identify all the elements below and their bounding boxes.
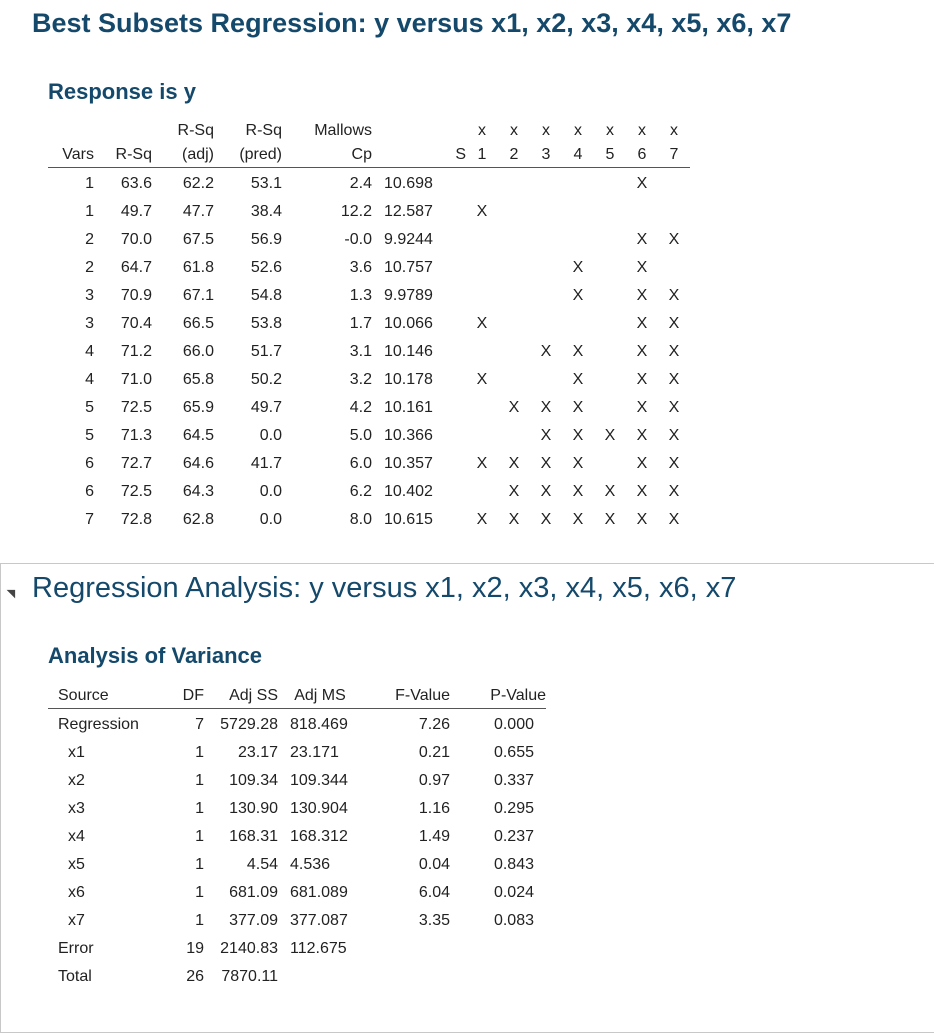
table-cell: X	[636, 287, 648, 304]
table-cell	[594, 168, 626, 199]
anova-cell: x4	[68, 828, 85, 845]
anova-cell: x7	[68, 912, 85, 929]
table-cell: X	[572, 427, 584, 444]
header-cell: Mallows	[314, 122, 372, 139]
table-row	[48, 394, 690, 422]
table-cell: 70.4	[120, 315, 152, 332]
table-cell: X	[604, 511, 616, 528]
header-cell: 7	[658, 143, 690, 168]
anova-cell: 130.90	[229, 800, 278, 817]
table-cell: 52.6	[250, 259, 282, 276]
anova-table	[48, 684, 546, 991]
table-cell: 7	[85, 511, 94, 528]
table-cell	[562, 226, 594, 254]
table-cell: 53.8	[250, 315, 282, 332]
table-cell: 9.9244	[384, 231, 433, 248]
anova-row	[48, 963, 546, 991]
table-cell	[498, 168, 530, 199]
table-cell: X	[668, 399, 680, 416]
table-cell: 64.3	[182, 483, 214, 500]
anova-header-row	[48, 684, 546, 709]
header-cell: 1	[466, 143, 498, 168]
table-cell: 47.7	[182, 203, 214, 220]
header-cell: R-Sq	[245, 122, 282, 139]
table-cell: 61.8	[182, 259, 214, 276]
table-row	[48, 282, 690, 310]
table-cell: 67.1	[182, 287, 214, 304]
table-cell: 0.0	[259, 427, 282, 444]
anova-cell: Error	[58, 940, 94, 957]
table-cell: 62.8	[182, 511, 214, 528]
table-cell: 2.4	[349, 175, 372, 192]
anova-cell: 0.843	[493, 856, 534, 873]
table-cell	[658, 254, 690, 282]
table-cell: X	[508, 399, 520, 416]
table-row	[48, 168, 690, 199]
anova-cell: x5	[68, 856, 85, 873]
table-cell: X	[540, 511, 552, 528]
header-row-2	[48, 143, 690, 168]
table-cell: X	[636, 511, 648, 528]
anova-cell: Total	[58, 968, 92, 985]
table-cell: X	[636, 343, 648, 360]
table-cell: 1.3	[349, 287, 372, 304]
table-cell: X	[476, 203, 488, 220]
table-row	[48, 310, 690, 338]
anova-cell: x1	[68, 744, 85, 761]
table-cell: 65.9	[182, 399, 214, 416]
table-cell: X	[636, 231, 648, 248]
table-cell: 63.6	[120, 175, 152, 192]
table-cell	[466, 226, 498, 254]
anova-header-cell: Adj SS	[204, 684, 278, 709]
anova-cell: 109.34	[229, 772, 278, 789]
table-cell: X	[636, 427, 648, 444]
header-cell: x	[606, 122, 614, 139]
anova-cell: 2140.83	[220, 940, 278, 957]
table-cell: 54.8	[250, 287, 282, 304]
table-cell: X	[572, 455, 584, 472]
table-cell: 10.066	[384, 315, 433, 332]
table-cell: X	[508, 483, 520, 500]
table-cell	[466, 394, 498, 422]
table-cell: X	[604, 483, 616, 500]
table-cell	[466, 282, 498, 310]
table-cell: 1	[85, 175, 94, 192]
table-cell: X	[668, 427, 680, 444]
anova-cell	[450, 935, 546, 963]
anova-cell: 3.35	[418, 912, 450, 929]
table-cell: 3	[85, 287, 94, 304]
header-cell: Vars	[48, 143, 94, 168]
anova-cell	[362, 935, 450, 963]
table-cell: 49.7	[250, 399, 282, 416]
anova-cell: 19	[186, 940, 204, 957]
anova-cell: 1	[195, 856, 204, 873]
table-cell: 50.2	[250, 371, 282, 388]
header-cell	[372, 119, 466, 143]
anova-cell: 0.337	[493, 772, 534, 789]
anova-row	[48, 823, 546, 851]
table-cell: X	[540, 483, 552, 500]
anova-row	[48, 935, 546, 963]
anova-cell: 1	[195, 744, 204, 761]
anova-cell: 1	[195, 912, 204, 929]
table-row	[48, 422, 690, 450]
table-cell: X	[540, 455, 552, 472]
anova-header-cell: DF	[160, 684, 204, 709]
table-cell: X	[668, 511, 680, 528]
anova-cell: x2	[68, 772, 85, 789]
table-cell: X	[668, 343, 680, 360]
table-cell: X	[572, 343, 584, 360]
table-cell: 49.7	[120, 203, 152, 220]
header-cell: x	[542, 122, 550, 139]
table-cell: X	[636, 315, 648, 332]
anova-cell: 0.024	[493, 884, 534, 901]
table-row	[48, 450, 690, 478]
table-cell	[498, 310, 530, 338]
anova-cell: Regression	[58, 716, 139, 733]
anova-cell	[450, 963, 546, 991]
table-cell: X	[508, 511, 520, 528]
table-cell	[658, 198, 690, 226]
header-cell: (pred)	[214, 143, 282, 168]
table-cell: 64.7	[120, 259, 152, 276]
table-cell: 12.587	[384, 203, 433, 220]
table-cell: X	[572, 287, 584, 304]
anova-cell: 1	[195, 772, 204, 789]
table-cell	[530, 254, 562, 282]
anova-cell: 1	[195, 884, 204, 901]
table-cell	[562, 168, 594, 199]
anova-row	[48, 739, 546, 767]
table-cell: 70.9	[120, 287, 152, 304]
anova-cell: 681.09	[229, 884, 278, 901]
table-cell: X	[668, 315, 680, 332]
table-cell	[594, 310, 626, 338]
table-cell	[498, 254, 530, 282]
table-cell: 3.6	[349, 259, 372, 276]
table-cell	[466, 478, 498, 506]
table-row	[48, 226, 690, 254]
table-cell	[594, 254, 626, 282]
table-cell: 8.0	[349, 511, 372, 528]
table-cell: X	[636, 455, 648, 472]
anova-row	[48, 767, 546, 795]
table-cell	[594, 282, 626, 310]
anova-cell: 0.21	[418, 744, 450, 761]
anova-cell: 377.09	[229, 912, 278, 929]
table-cell: 10.615	[384, 511, 433, 528]
table-cell: X	[668, 287, 680, 304]
table-cell: 6.2	[349, 483, 372, 500]
table-cell	[466, 422, 498, 450]
table-cell: 10.161	[384, 399, 433, 416]
anova-cell: x3	[68, 800, 85, 817]
table-cell: 67.5	[182, 231, 214, 248]
table-cell: 3	[85, 315, 94, 332]
table-cell: X	[636, 483, 648, 500]
table-cell	[498, 226, 530, 254]
table-cell: 9.9789	[384, 287, 433, 304]
table-cell	[594, 450, 626, 478]
header-cell: 5	[594, 143, 626, 168]
anova-cell: 112.675	[290, 940, 347, 957]
table-cell	[594, 338, 626, 366]
anova-cell	[278, 963, 362, 991]
table-cell: 56.9	[250, 231, 282, 248]
anova-row	[48, 851, 546, 879]
table-cell: X	[636, 259, 648, 276]
anova-header-cell: P-Value	[450, 684, 546, 709]
table-cell	[530, 198, 562, 226]
table-cell: 3.2	[349, 371, 372, 388]
best-subsets-title: Best Subsets Regression: y versus x1, x2, x3, x4, x5, x6, x7	[32, 8, 792, 38]
table-cell: X	[668, 231, 680, 248]
table-row	[48, 506, 690, 534]
anova-cell: x6	[68, 884, 85, 901]
header-cell: x	[638, 122, 646, 139]
table-cell: 10.357	[384, 455, 433, 472]
table-cell	[466, 338, 498, 366]
table-cell: -0.0	[344, 231, 372, 248]
anova-cell: 1.16	[418, 800, 450, 817]
anova-cell: 5729.28	[220, 716, 278, 733]
anova-cell: 1	[195, 828, 204, 845]
table-cell	[498, 338, 530, 366]
anova-heading: Analysis of Variance	[48, 643, 262, 668]
table-cell: 6	[85, 483, 94, 500]
table-cell: 12.2	[340, 203, 372, 220]
table-cell: X	[668, 483, 680, 500]
anova-header-cell: Adj MS	[278, 684, 362, 709]
best-subsets-table	[48, 119, 690, 534]
table-cell: 71.2	[120, 343, 152, 360]
table-cell: X	[476, 511, 488, 528]
table-cell: 70.0	[120, 231, 152, 248]
anova-header-cell: F-Value	[362, 684, 450, 709]
table-cell: X	[668, 371, 680, 388]
table-cell: X	[572, 399, 584, 416]
table-cell	[530, 226, 562, 254]
table-cell: 71.0	[120, 371, 152, 388]
anova-cell: 0.655	[493, 744, 534, 761]
anova-cell: 0.083	[493, 912, 534, 929]
anova-cell: 0.97	[418, 772, 450, 789]
table-cell	[594, 394, 626, 422]
table-cell	[498, 366, 530, 394]
header-cell: (adj)	[152, 143, 214, 168]
table-cell: 0.0	[259, 483, 282, 500]
anova-cell: 681.089	[290, 884, 348, 901]
table-row	[48, 254, 690, 282]
table-cell: 4	[85, 371, 94, 388]
header-cell: R-Sq	[94, 143, 152, 168]
table-cell: 66.5	[182, 315, 214, 332]
table-cell: X	[668, 455, 680, 472]
table-cell: X	[572, 371, 584, 388]
table-cell: X	[476, 315, 488, 332]
anova-cell: 377.087	[290, 912, 348, 929]
anova-cell: 109.344	[290, 772, 348, 789]
header-cell: 3	[530, 143, 562, 168]
table-cell: X	[476, 455, 488, 472]
table-cell: X	[636, 399, 648, 416]
table-cell	[530, 310, 562, 338]
table-cell	[466, 254, 498, 282]
table-cell: X	[572, 511, 584, 528]
header-cell: x	[670, 122, 678, 139]
table-cell: 10.366	[384, 427, 433, 444]
table-cell: 3.1	[349, 343, 372, 360]
table-cell: 10.757	[384, 259, 433, 276]
table-cell: X	[476, 371, 488, 388]
table-cell: 6.0	[349, 455, 372, 472]
table-cell: 64.5	[182, 427, 214, 444]
anova-row	[48, 709, 546, 740]
header-cell	[48, 119, 94, 143]
anova-cell: 7.26	[418, 716, 450, 733]
anova-row	[48, 879, 546, 907]
anova-cell: 168.312	[290, 828, 348, 845]
table-cell: 5	[85, 427, 94, 444]
table-row	[48, 366, 690, 394]
anova-cell: 1	[195, 800, 204, 817]
header-cell: x	[510, 122, 518, 139]
table-cell: 64.6	[182, 455, 214, 472]
anova-cell: 23.17	[237, 744, 278, 761]
anova-row	[48, 907, 546, 935]
table-cell: 51.7	[250, 343, 282, 360]
table-cell: 1	[85, 203, 94, 220]
table-cell: X	[508, 455, 520, 472]
table-row	[48, 338, 690, 366]
table-cell	[658, 168, 690, 199]
table-cell	[530, 366, 562, 394]
table-cell: X	[540, 343, 552, 360]
table-cell: 53.1	[250, 175, 282, 192]
table-cell: 38.4	[250, 203, 282, 220]
anova-cell: 1.49	[418, 828, 450, 845]
header-cell: 4	[562, 143, 594, 168]
anova-cell: 6.04	[418, 884, 450, 901]
table-cell	[530, 168, 562, 199]
table-cell: X	[540, 399, 552, 416]
table-cell: 10.698	[384, 175, 433, 192]
anova-cell: 130.904	[290, 800, 348, 817]
anova-cell: 818.469	[290, 716, 348, 733]
header-cell	[94, 119, 152, 143]
table-cell: 10.178	[384, 371, 433, 388]
anova-cell: 168.31	[229, 828, 278, 845]
table-cell	[594, 366, 626, 394]
header-cell: 6	[626, 143, 658, 168]
table-cell: X	[604, 427, 616, 444]
header-cell: R-Sq	[177, 122, 214, 139]
header-cell: 2	[498, 143, 530, 168]
header-cell: S	[372, 143, 466, 168]
table-cell: 72.5	[120, 399, 152, 416]
anova-cell: 7870.11	[221, 968, 278, 985]
anova-cell: 26	[186, 968, 204, 985]
table-cell: 65.8	[182, 371, 214, 388]
table-cell: 4.2	[349, 399, 372, 416]
header-cell: x	[574, 122, 582, 139]
table-cell: 10.402	[384, 483, 433, 500]
table-row	[48, 478, 690, 506]
table-cell: 72.7	[120, 455, 152, 472]
table-cell	[594, 226, 626, 254]
table-row	[48, 198, 690, 226]
anova-cell: 23.171	[290, 744, 339, 761]
table-cell: 62.2	[182, 175, 214, 192]
table-cell	[498, 282, 530, 310]
table-cell	[562, 310, 594, 338]
anova-row	[48, 795, 546, 823]
table-cell: 0.0	[259, 511, 282, 528]
anova-cell: 0.04	[418, 856, 450, 873]
table-cell: 5.0	[349, 427, 372, 444]
table-cell: 6	[85, 455, 94, 472]
header-row-1	[48, 119, 690, 143]
table-cell: 5	[85, 399, 94, 416]
table-cell: 41.7	[250, 455, 282, 472]
anova-cell: 0.237	[493, 828, 534, 845]
anova-cell: 4.54	[246, 856, 278, 873]
table-cell	[498, 198, 530, 226]
table-cell	[530, 282, 562, 310]
table-cell: X	[572, 259, 584, 276]
table-cell: 71.3	[120, 427, 152, 444]
table-cell: 2	[85, 231, 94, 248]
regression-title: Regression Analysis: y versus x1, x2, x3, x4, x5, x6, x7	[32, 572, 737, 604]
table-cell: 2	[85, 259, 94, 276]
anova-cell: 7	[195, 716, 204, 733]
anova-cell: 4.536	[290, 856, 331, 873]
anova-header-cell: Source	[48, 684, 160, 709]
table-cell: 4	[85, 343, 94, 360]
header-cell: x	[478, 122, 486, 139]
anova-cell	[362, 963, 450, 991]
table-cell: X	[540, 427, 552, 444]
header-cell: Cp	[282, 143, 372, 168]
table-cell: 10.146	[384, 343, 433, 360]
table-cell	[562, 198, 594, 226]
table-cell: X	[636, 175, 648, 192]
table-cell	[466, 168, 498, 199]
anova-cell: 0.000	[493, 716, 534, 733]
table-cell: 72.5	[120, 483, 152, 500]
table-cell	[498, 422, 530, 450]
anova-cell: 0.295	[493, 800, 534, 817]
response-heading: Response is y	[48, 79, 196, 104]
table-cell: 72.8	[120, 511, 152, 528]
table-cell: 66.0	[182, 343, 214, 360]
table-cell: X	[636, 371, 648, 388]
table-cell: 1.7	[349, 315, 372, 332]
table-cell	[626, 198, 658, 226]
table-cell: X	[572, 483, 584, 500]
table-cell	[594, 198, 626, 226]
